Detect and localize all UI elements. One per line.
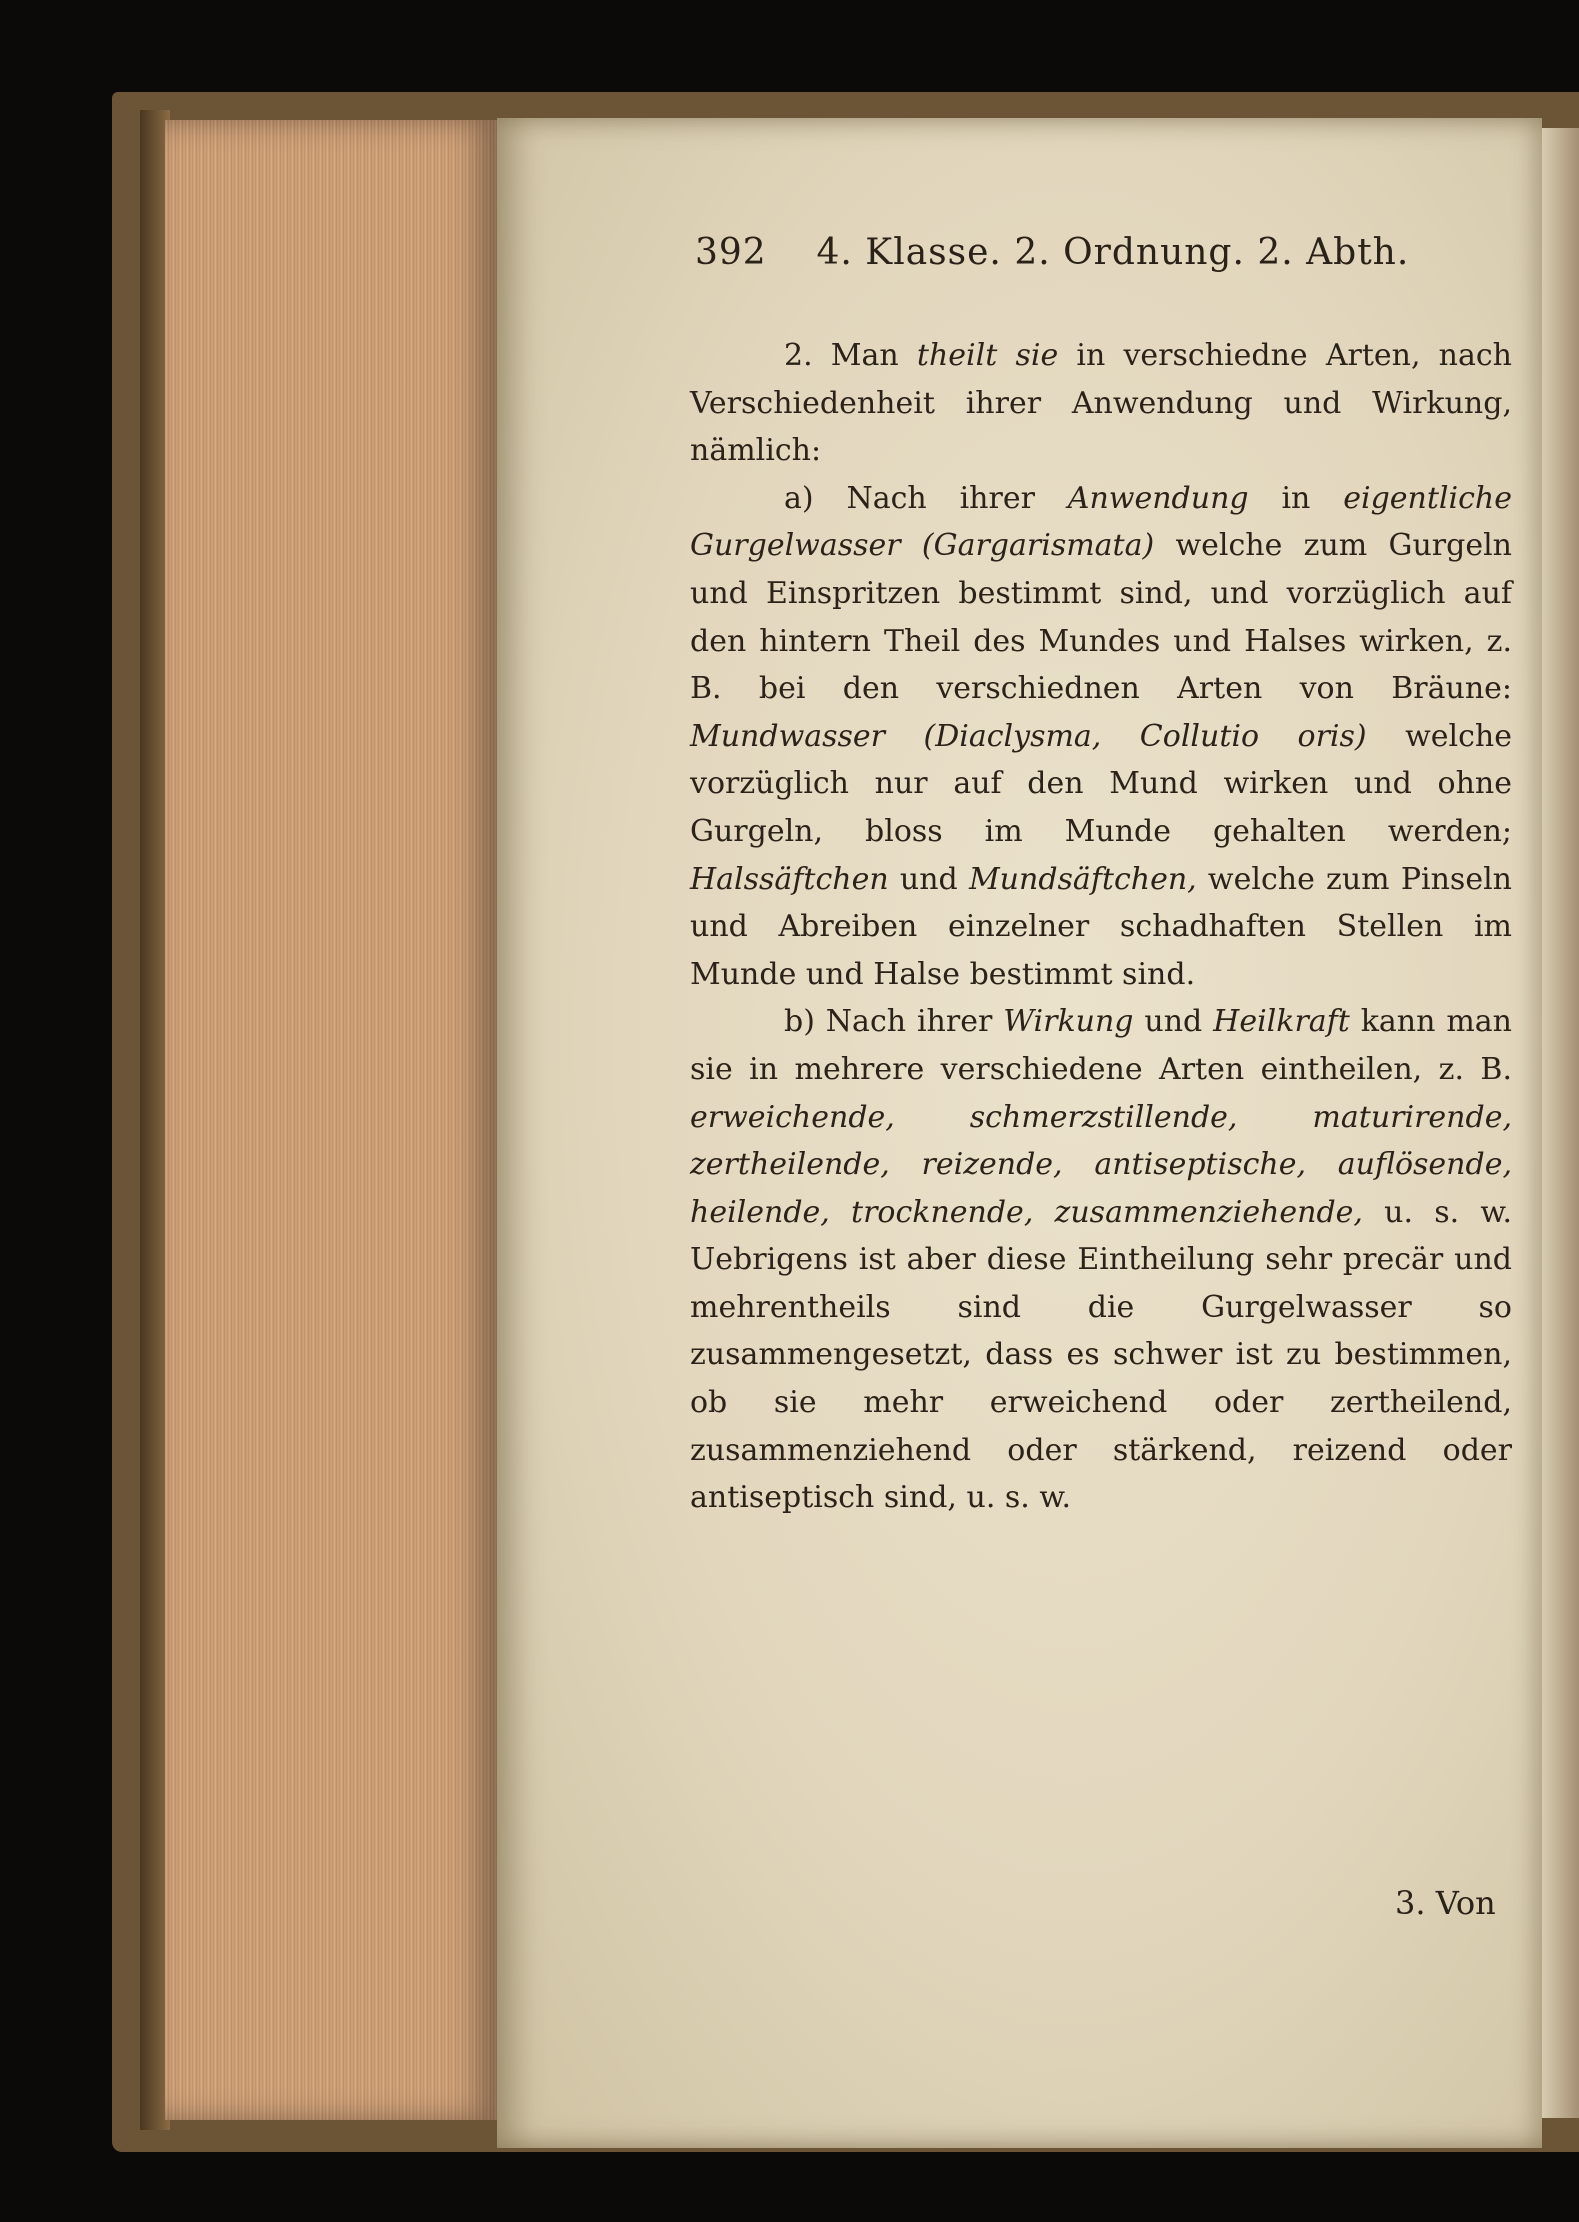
italic-term: Wirkung <box>1003 1004 1134 1040</box>
text-run: 2. Man <box>784 338 917 373</box>
italic-term: Halssäftchen <box>690 861 889 897</box>
page-number: 392 <box>695 232 767 273</box>
italic-term: Anwendung <box>1067 480 1249 516</box>
italic-term: erweichende, schmerzstillende, maturirende, zertheilende, reizende, antiseptische, auflösende, heilende, trocknende, zusammenziehende, <box>690 1099 1512 1230</box>
text-run: welche zum Pinseln und Abreiben einzelner schadhaften Stellen im Munde und Halse bestimmt sind. <box>690 861 1512 992</box>
text-run: und <box>1133 1004 1214 1040</box>
body-text <box>690 332 1512 1522</box>
running-head: 4. Klasse. 2. Ordnung. 2. Abth. <box>816 232 1410 273</box>
italic-term: Heilkraft <box>1213 1004 1350 1040</box>
text-run: u. s. w. Uebrigens ist aber diese Eintheilung sehr precär und mehrentheils sind die Gurgelwasser so zusammengesetzt, dass es schwer ist zu bestimmen, ob sie mehr erweichend oder zertheilend, zusammenziehend oder stärkend, reizend oder antiseptisch sind, u. s. w. <box>690 1194 1512 1516</box>
paragraph <box>690 332 1512 475</box>
page-edges <box>165 120 497 2120</box>
text-run: a) Nach ihrer <box>784 480 1068 516</box>
italic-term: Mundsäftchen, <box>968 861 1197 897</box>
text-run: und <box>888 861 969 897</box>
text-run: welche vorzüglich nur auf den Mund wirken und ohne Gurgeln, bloss im Munde gehalten werden; <box>690 718 1512 849</box>
italic-term: Mundwasser (Diaclysma, Collutio oris) <box>690 718 1367 754</box>
italic-term: eigentliche Gurgelwasser (Gargarismata) <box>690 480 1512 564</box>
paragraph <box>690 998 1512 1522</box>
italic-term: theilt sie <box>916 338 1059 373</box>
text-run: in verschiedne Arten, nach Verschiedenheit ihrer Anwendung und Wirkung, nämlich: <box>690 338 1513 469</box>
text-run: kann man sie in mehrere verschiedene Arten eintheilen, z. B. <box>690 1004 1512 1087</box>
catchword: 3. Von <box>1395 1884 1496 1922</box>
text-run: in <box>1248 480 1344 516</box>
text-run: welche zum Gurgeln und Einspritzen bestimmt sind, und vorzüglich auf den hintern Theil des Mundes und Halses wirken, z. B. bei den verschiednen Arten von Bräune: <box>690 528 1512 707</box>
running-header <box>695 232 1415 276</box>
facing-page-edge <box>1542 128 1579 2118</box>
text-run: b) Nach ihrer <box>784 1004 1004 1040</box>
paragraph <box>690 475 1512 999</box>
